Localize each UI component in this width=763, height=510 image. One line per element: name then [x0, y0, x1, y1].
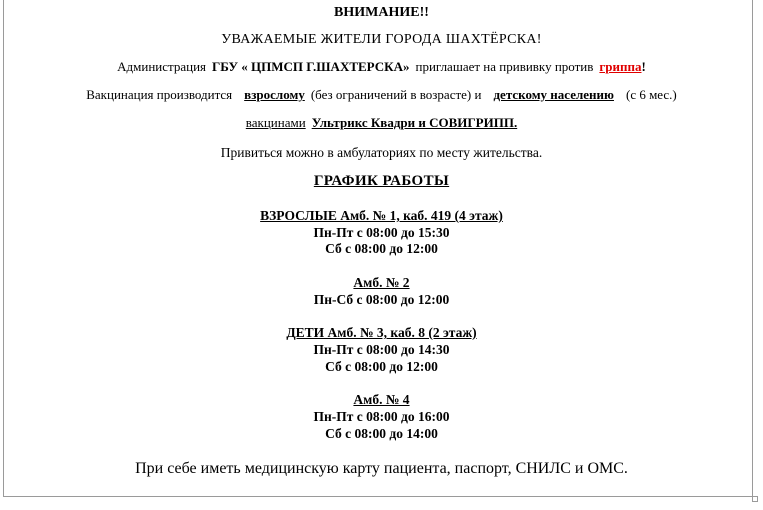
place-line: Привиться можно в амбулаториях по месту жительства. — [220, 145, 543, 160]
vacc-prefix: Вакцинация производится — [86, 87, 233, 102]
amb4-weekdays: Пн-Пт с 08:00 до 16:00 — [313, 409, 450, 424]
greeting-line: УВАЖАЕМЫЕ ЖИТЕЛИ ГОРОДА ШАХТЁРСКА! — [221, 32, 542, 47]
vaccines-line — [0, 116, 763, 129]
admin-invite-text: приглашает на прививку против — [415, 59, 594, 74]
bring-documents-line: При себе иметь медицинскую карту пациента, паспорт, СНИЛС и ОМС. — [135, 460, 628, 477]
amb2-days: Пн-Сб с 08:00 до 12:00 — [313, 292, 450, 307]
page-corner-marker — [752, 496, 758, 502]
amb3-header: ДЕТИ Амб. № 3, каб. 8 (2 этаж) — [286, 325, 477, 340]
attention-heading: ВНИМАНИЕ!! — [334, 5, 429, 20]
vacc-child: детскому населению — [493, 87, 614, 102]
schedule-title: ГРАФИК РАБОТЫ — [313, 173, 450, 189]
vaccines-prefix: вакцинами — [245, 115, 306, 130]
admin-prefix: Администрация — [117, 59, 207, 74]
vaccination-line — [0, 88, 763, 101]
vaccines-names: Ультрикс Квадри и СОВИГРИПП. — [311, 115, 518, 130]
admin-org: ГБУ « ЦПМСП Г.ШАХТЕРСКА» — [212, 59, 410, 74]
amb4-header: Амб. № 4 — [353, 392, 410, 407]
vacc-adult: взрослому — [244, 87, 305, 102]
amb3-weekdays: Пн-Пт с 08:00 до 14:30 — [313, 342, 450, 357]
amb1-saturday: Сб с 08:00 до 12:00 — [325, 241, 438, 256]
amb1-weekdays: Пн-Пт с 08:00 до 15:30 — [313, 225, 450, 240]
flu-word: гриппа — [599, 59, 642, 74]
admin-exclamation: ! — [641, 59, 646, 74]
amb2-header: Амб. № 2 — [353, 275, 410, 290]
amb3-saturday: Сб с 08:00 до 12:00 — [325, 359, 438, 374]
vacc-adult-note: (без ограничений в возрасте) и — [310, 87, 482, 102]
admin-invite-line — [0, 60, 763, 73]
vacc-child-note: (с 6 мес.) — [625, 87, 677, 102]
amb4-saturday: Сб с 08:00 до 14:00 — [325, 426, 438, 441]
amb1-header: ВЗРОСЛЫЕ Амб. № 1, каб. 419 (4 этаж) — [260, 208, 503, 223]
